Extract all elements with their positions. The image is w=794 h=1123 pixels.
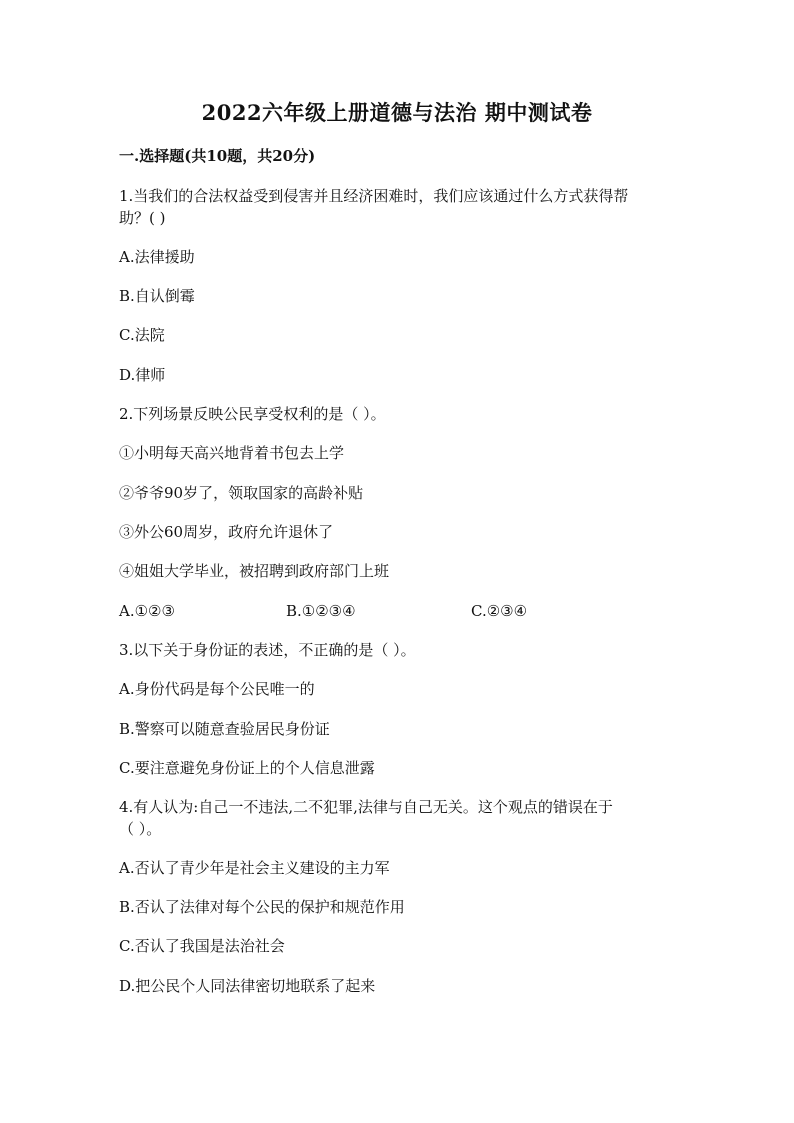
question-2-option-c: C.②③④	[471, 602, 528, 620]
question-2-item-4: ④姐姐大学毕业，被招聘到政府部门上班	[119, 562, 390, 580]
question-2-stem: 2.下列场景反映公民享受权利的是（ ）。	[119, 405, 386, 423]
page-title: 2022六年级上册道德与法治 期中测试卷	[201, 100, 593, 125]
question-2-option-a: A.①②③	[119, 602, 175, 620]
question-1-option-d: D.律师	[119, 366, 166, 384]
question-1-option-c: C.法院	[119, 326, 165, 344]
question-2-item-3: ③外公60周岁，政府允许退休了	[119, 523, 334, 541]
question-1-option-b: B.自认倒霉	[119, 287, 195, 305]
question-4-option-c: C.否认了我国是法治社会	[119, 937, 285, 955]
question-1-stem-line-2: 助？( )	[119, 209, 166, 227]
section-heading: 一.选择题(共10题，共20分)	[119, 147, 316, 165]
question-2-option-b: B.①②③④	[286, 602, 356, 620]
question-2-item-1: ①小明每天高兴地背着书包去上学	[119, 444, 345, 462]
question-3-stem: 3.以下关于身份证的表述，不正确的是（ ）。	[119, 641, 416, 659]
question-4-option-d: D.把公民个人同法律密切地联系了起来	[119, 977, 376, 995]
question-4-option-b: B.否认了法律对每个公民的保护和规范作用	[119, 898, 405, 916]
question-2-item-2: ②爷爷90岁了，领取国家的高龄补贴	[119, 484, 364, 502]
question-4-stem-line-2: （ ）。	[119, 820, 162, 838]
question-4-stem-line-1: 4.有人认为:自己一不违法,二不犯罪,法律与自己无关。这个观点的错误在于	[119, 798, 613, 816]
question-3-option-c: C.要注意避免身份证上的个人信息泄露	[119, 759, 375, 777]
question-3-option-b: B.警察可以随意查验居民身份证	[119, 720, 330, 738]
question-1-stem-line-1: 1.当我们的合法权益受到侵害并且经济困难时，我们应该通过什么方式获得帮	[119, 187, 629, 205]
question-3-option-a: A.身份代码是每个公民唯一的	[119, 680, 315, 698]
question-4-option-a: A.否认了青少年是社会主义建设的主力军	[119, 859, 390, 877]
question-1-option-a: A.法律援助	[119, 248, 195, 266]
